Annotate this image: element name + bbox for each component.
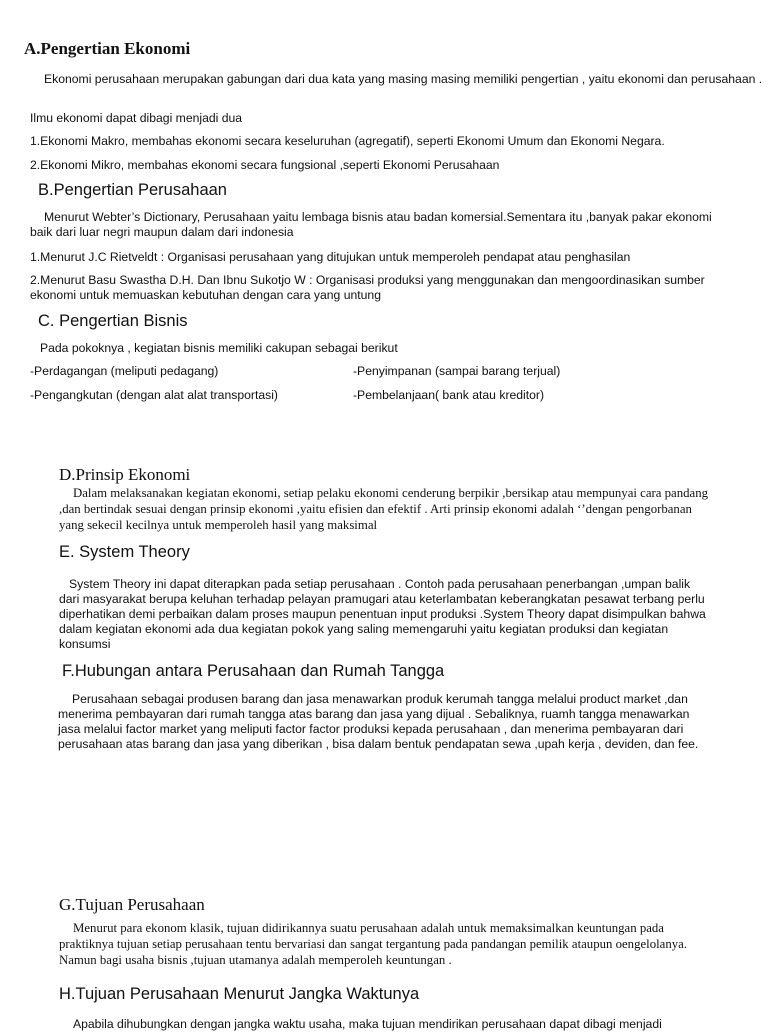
- section-c-title: C. Pengertian Bisnis: [38, 312, 188, 330]
- section-b-title: B.Pengertian Perusahaan: [38, 181, 227, 199]
- section-h-title: H.Tujuan Perusahaan Menurut Jangka Waktunya: [59, 985, 420, 1003]
- section-b-item-1: 1.Menurut J.C Rietveldt : Organisasi perusahaan yang ditujukan untuk memperoleh pendapat atau penghasilan: [30, 250, 631, 264]
- section-a-item-2: 2.Ekonomi Mikro, membahas ekonomi secara fungsional ,seperti Ekonomi Perusahaan: [30, 158, 500, 172]
- section-b-item-2: 2.Menurut Basu Swastha D.H. Dan Ibnu Sukotjo W : Organisasi produksi yang menggunakan dan mengoordinasikan sumber ekonomi untuk memuaskan kebutuhan dengan cara yang untung: [30, 273, 705, 302]
- section-c-right-1: -Penyimpanan (sampai barang terjual): [353, 364, 561, 378]
- section-c-intro: Pada pokoknya , kegiatan bisnis memiliki cakupan sebagai berikut: [40, 341, 398, 355]
- section-a-lead: Ilmu ekonomi dapat dibagi menjadi dua: [30, 111, 243, 125]
- section-a-item-1: 1.Ekonomi Makro, membahas ekonomi secara keseluruhan (agregatif), seperti Ekonomi Umum dan Ekonomi Negara.: [30, 134, 665, 148]
- section-g-body: Menurut para ekonom klasik, tujuan didirikannya suatu perusahaan adalah untuk memaksimalkan keuntungan pada praktiknya tujuan setiap perusahaan tentu bervariasi dan sangat tergantung pada pandangan pemilik ataupun oengelolanya. Namun bagi usaha bisnis ,tujuan utamanya adalah memperoleh keuntungan .: [59, 921, 688, 967]
- section-e-body: System Theory ini dapat diterapkan pada setiap perusahaan . Contoh pada perusahaan penerbangan ,umpan balik dari masyarakat berupa keluhan terhadap pelayan pramugari atau keterlambatan keberangkatan pesawat terbang perlu diperhatikan demi perbaikan dalam proses maupun penentuan input produksi .System Theory dapat disimpulkan bahwa dalam kegiatan ekonomi ada dua kegiatan pokok yang saling memengaruhi yaitu kegiatan produksi dan kegiatan konsumsi: [59, 577, 706, 651]
- section-a-title: A.Pengertian Ekonomi: [24, 39, 191, 58]
- section-d-body: Dalam melaksanakan kegiatan ekonomi, setiap pelaku ekonomi cenderung berpikir ,bersikap atau mempunyai cara pandang ,dan bertindak sesuai dengan prinsip ekonomi ,yaitu efisien dan efektif . Arti prinsip ekonomi adalah ‘’dengan pengorbanan yang sekecil kecilnya untuk memperoleh hasil yang maksimal: [59, 486, 708, 532]
- section-h-body: Apabila dihubungkan dengan jangka waktu usaha, maka tujuan mendirikan perusahaan dapat dibagi menjadi: [73, 1017, 662, 1031]
- section-f-body: Perusahaan sebagai produsen barang dan jasa menawarkan produk kerumah tangga melalui product market ,dan menerima pembayaran dari rumah tangga atas barang dan jasa yang dijual . Sebaliknya, ruamh tangga menawarkan jasa melalui factor market yang meliputi factor factor produksi kepada perusahaan , dan menerima pembayaran dari perusahaan atas barang dan jasa yang diberikan , bisa dalam bentuk pendapatan sewa ,upah kerja , deviden, dan fee.: [58, 692, 699, 751]
- section-a-intro: Ekonomi perusahaan merupakan gabungan dari dua kata yang masing masing memiliki pengertian , yaitu ekonomi dan perusahaan .: [44, 72, 763, 86]
- section-g-title: G.Tujuan Perusahaan: [59, 895, 205, 914]
- section-c-left-1: -Perdagangan (meliputi pedagang): [30, 364, 219, 378]
- section-c-right-2: -Pembelanjaan( bank atau kreditor): [353, 388, 545, 402]
- section-d-title: D.Prinsip Ekonomi: [59, 465, 191, 484]
- section-b-intro: Menurut Webter’s Dictionary, Perusahaan yaitu lembaga bisnis atau badan komersial.Sementara itu ,banyak pakar ekonomi baik dari luar negri maupun dalam dari indonesia: [30, 210, 712, 239]
- section-c-left-2: -Pengangkutan (dengan alat alat transportasi): [30, 388, 278, 402]
- section-f-title: F.Hubungan antara Perusahaan dan Rumah Tangga: [62, 662, 445, 680]
- section-e-title: E. System Theory: [59, 543, 190, 561]
